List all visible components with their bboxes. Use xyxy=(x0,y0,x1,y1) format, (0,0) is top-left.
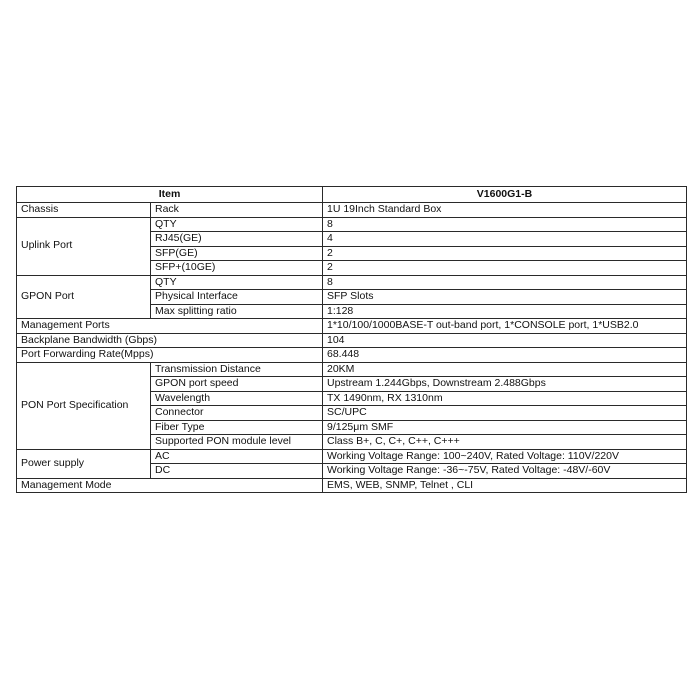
table-row xyxy=(17,478,687,493)
row-sub-label: Supported PON module level xyxy=(151,435,323,450)
row-group-label: Chassis xyxy=(17,203,151,218)
table-header-row xyxy=(17,187,687,203)
row-value: TX 1490nm, RX 1310nm xyxy=(323,391,687,406)
table-row xyxy=(17,203,687,218)
row-sub-label: Connector xyxy=(151,406,323,421)
row-value: 4 xyxy=(323,232,687,247)
row-label: Port Forwarding Rate(Mpps) xyxy=(17,348,323,363)
row-value: 68.448 xyxy=(323,348,687,363)
spec-table xyxy=(16,186,687,493)
row-sub-label: QTY xyxy=(151,275,323,290)
header-item: Item xyxy=(17,187,323,203)
row-value: 8 xyxy=(323,217,687,232)
row-value: 1:128 xyxy=(323,304,687,319)
row-sub-label: Fiber Type xyxy=(151,420,323,435)
row-value: 8 xyxy=(323,275,687,290)
row-value: 104 xyxy=(323,333,687,348)
row-label: Management Mode xyxy=(17,478,323,493)
table-row xyxy=(17,348,687,363)
row-sub-label: GPON port speed xyxy=(151,377,323,392)
row-sub-label: Wavelength xyxy=(151,391,323,406)
row-sub-label: RJ45(GE) xyxy=(151,232,323,247)
table-row xyxy=(17,217,687,232)
row-value: SFP Slots xyxy=(323,290,687,305)
table-row xyxy=(17,362,687,377)
row-value: 20KM xyxy=(323,362,687,377)
table-row xyxy=(17,333,687,348)
row-value: Class B+, C, C+, C++, C+++ xyxy=(323,435,687,450)
row-sub-label: SFP+(10GE) xyxy=(151,261,323,276)
table-row xyxy=(17,275,687,290)
row-value: SC/UPC xyxy=(323,406,687,421)
row-sub-label: Physical Interface xyxy=(151,290,323,305)
row-sub-label: Max splitting ratio xyxy=(151,304,323,319)
row-value: 1*10/100/1000BASE-T out-band port, 1*CONSOLE port, 1*USB2.0 xyxy=(323,319,687,334)
row-value: 2 xyxy=(323,261,687,276)
row-group-label: Uplink Port xyxy=(17,217,151,275)
row-value: Upstream 1.244Gbps, Downstream 2.488Gbps xyxy=(323,377,687,392)
header-model: V1600G1-B xyxy=(323,187,687,203)
row-value: Working Voltage Range: -36~-75V, Rated Voltage: -48V/-60V xyxy=(323,464,687,479)
row-sub-label: Rack xyxy=(151,203,323,218)
row-sub-label: Transmission Distance xyxy=(151,362,323,377)
table-row xyxy=(17,449,687,464)
row-value: 2 xyxy=(323,246,687,261)
row-sub-label: QTY xyxy=(151,217,323,232)
row-sub-label: AC xyxy=(151,449,323,464)
row-sub-label: DC xyxy=(151,464,323,479)
table-row xyxy=(17,319,687,334)
row-value: EMS, WEB, SNMP, Telnet , CLI xyxy=(323,478,687,493)
row-group-label: Power supply xyxy=(17,449,151,478)
row-group-label: PON Port Specification xyxy=(17,362,151,449)
row-label: Backplane Bandwidth (Gbps) xyxy=(17,333,323,348)
row-label: Management Ports xyxy=(17,319,323,334)
row-value: 9/125μm SMF xyxy=(323,420,687,435)
row-value: Working Voltage Range: 100~240V, Rated Voltage: 110V/220V xyxy=(323,449,687,464)
row-value: 1U 19Inch Standard Box xyxy=(323,203,687,218)
row-group-label: GPON Port xyxy=(17,275,151,319)
row-sub-label: SFP(GE) xyxy=(151,246,323,261)
